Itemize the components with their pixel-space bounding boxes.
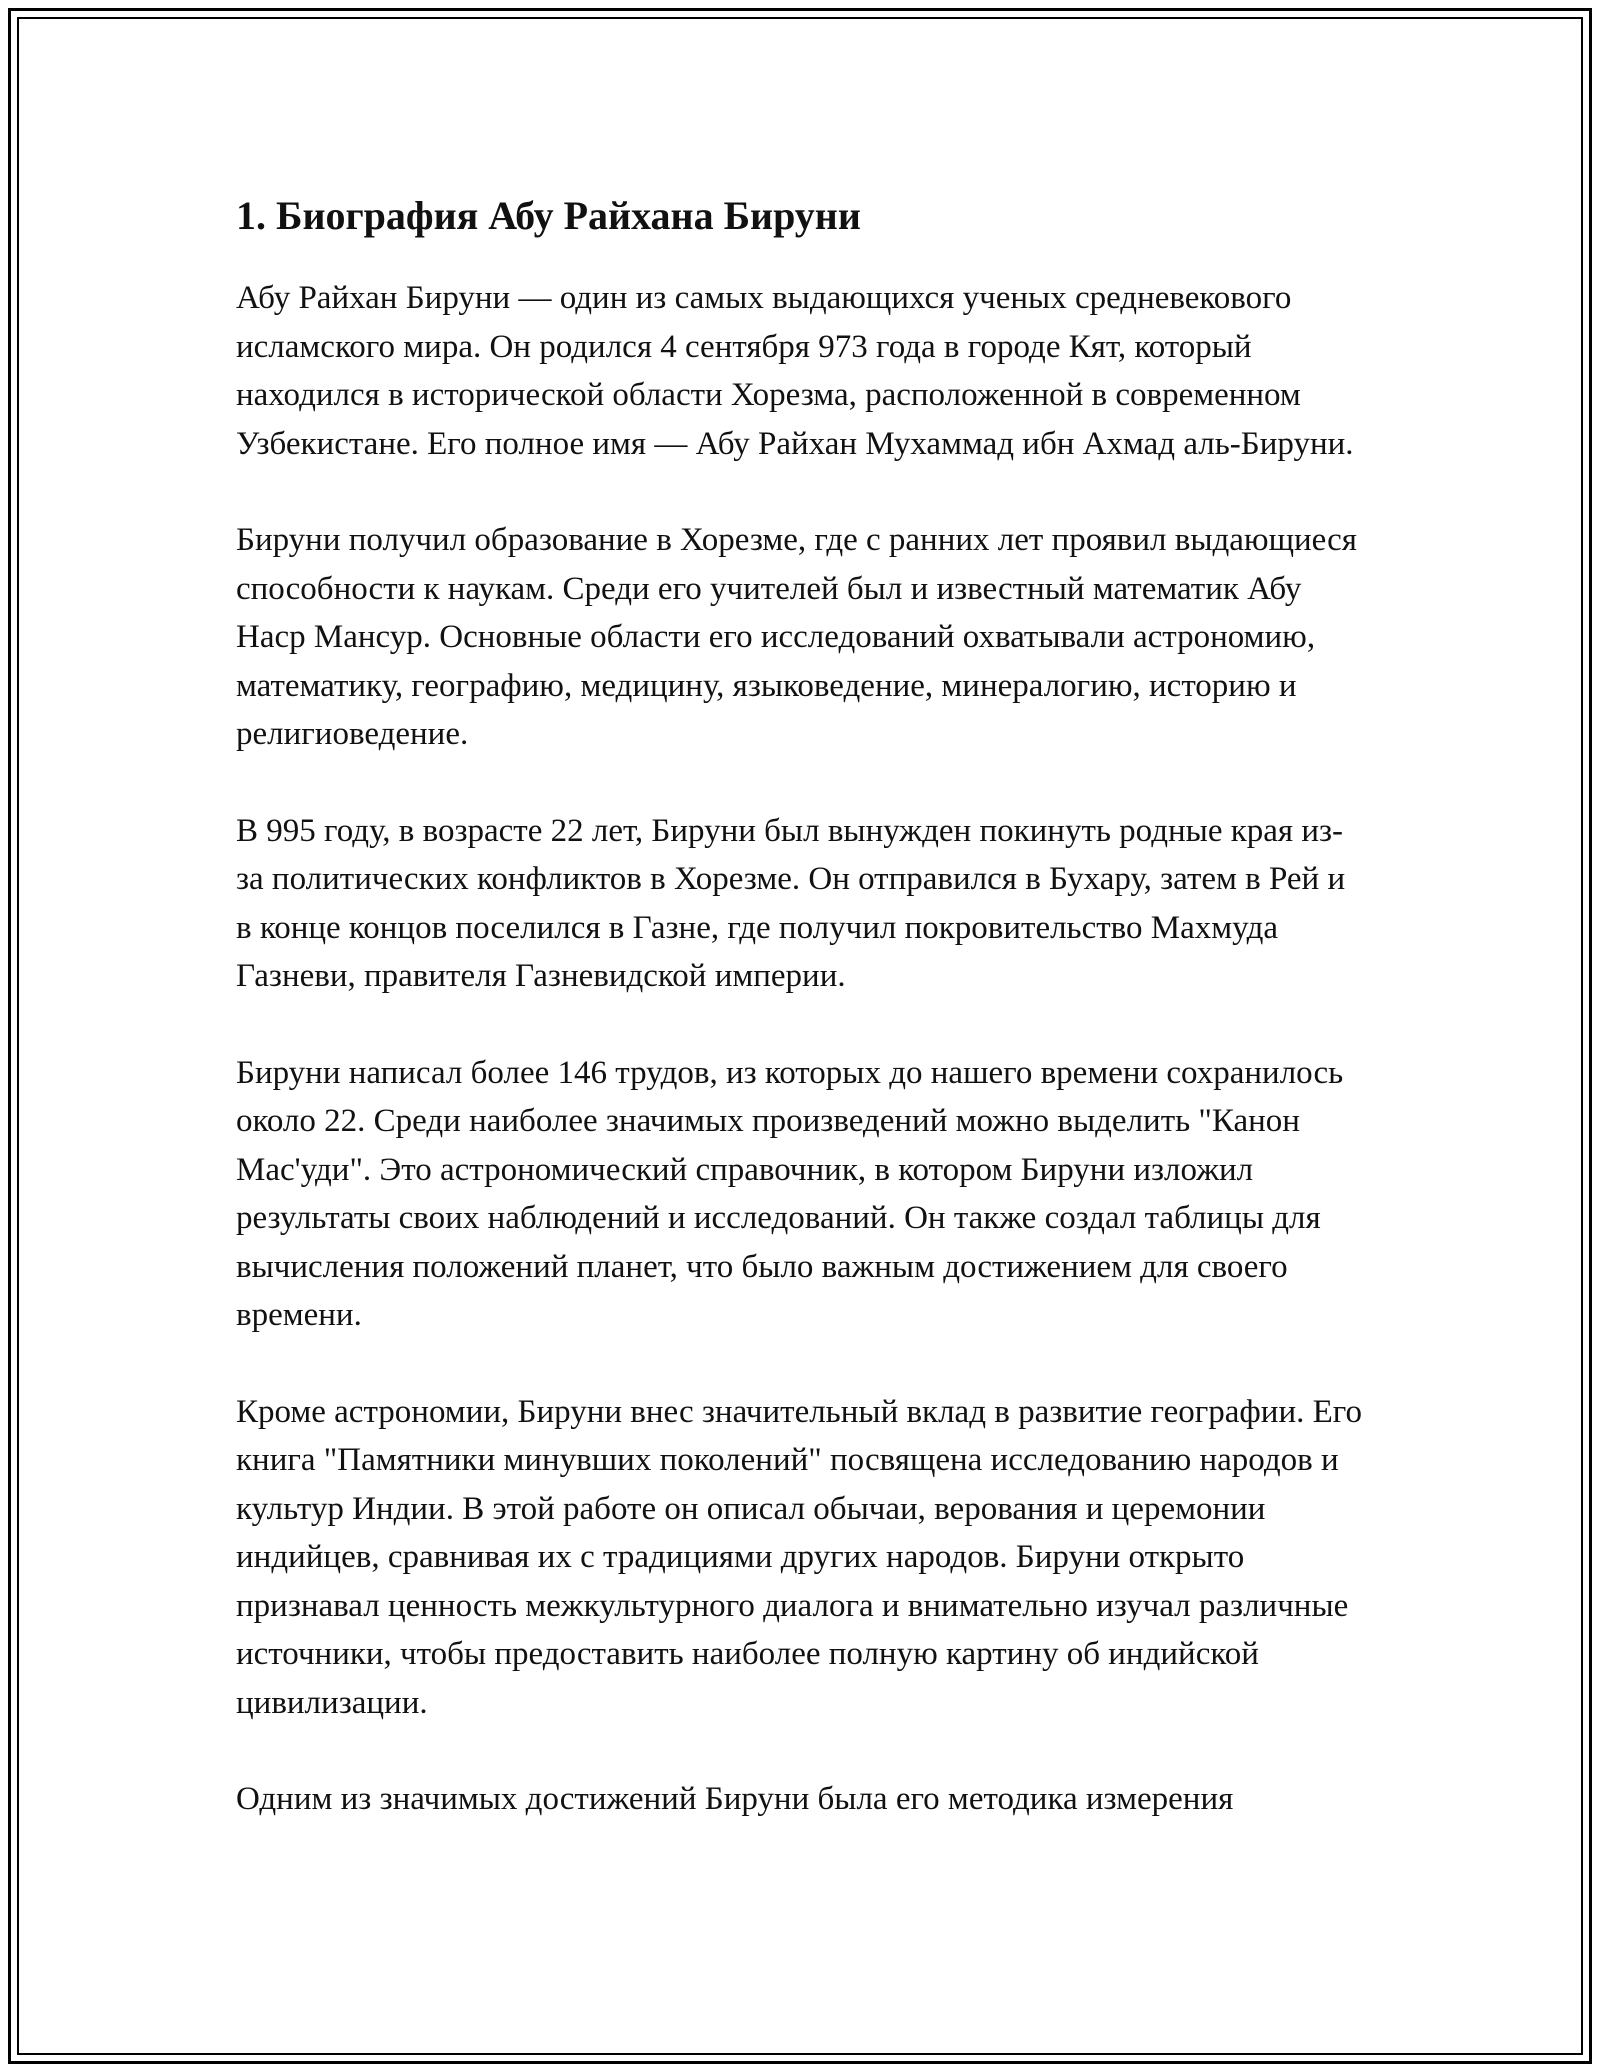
paragraph-education: Бируни получил образование в Хорезме, где с ранних лет проявил выдающиеся способности к наукам. Среди его учителей был и известный математик Абу Наср Мансур. Основные области его исследований охватывали астрономию, математику, географию, медицину, языковедение, минералогию, историю и религиоведение. bbox=[236, 522, 1357, 752]
paragraph-works: Бируни написал более 146 трудов, из которых до нашего времени сохранилось около 22. Среди наиболее значимых произведений можно выделить "Канон Мас'уди". Это астрономический справочник, в котором Бируни изложил результаты своих наблюдений и исследований. Он также создал таблицы для вычисления положений планет, что было важным достижением для своего времени. bbox=[236, 1054, 1344, 1333]
paragraph-measurement: Одним из значимых достижений Бируни была его методика измерения bbox=[236, 1781, 1234, 1817]
paragraph-relocation: В 995 году, в возрасте 22 лет, Бируни был вынужден покинуть родные края из-за политических конфликтов в Хорезме. Он отправился в Бухару, затем в Рей и в конце концов поселился в Газне, где получил покровительство Махмуда Газневи, правителя Газневидской империи. bbox=[236, 812, 1346, 994]
document-body bbox=[236, 184, 1366, 1872]
paragraph-geography: Кроме астрономии, Бируни внес значительный вклад в развитие географии. Его книга "Памятники минувших поколений" посвящена исследованию народов и культур Индии. В этой работе он описал обычаи, верования и церемонии индийцев, сравнивая их с традициями других народов. Бируни открыто признавал ценность межкультурного диалога и внимательно изучал различные источники, чтобы предоставить наиболее полную картину об индийской цивилизации. bbox=[236, 1393, 1362, 1721]
paragraph-birth: Абу Райхан Бируни — один из самых выдающихся ученых средневекового исламского мира. Он родился 4 сентября 973 года в городе Кят, который находился в исторической области Хорезма, расположенной в современном Узбекистане. Его полное имя — Абу Райхан Мухаммад ибн Ахмад аль-Бируни. bbox=[236, 280, 1354, 462]
section-heading: 1. Биография Абу Райхана Бируни bbox=[236, 193, 861, 238]
